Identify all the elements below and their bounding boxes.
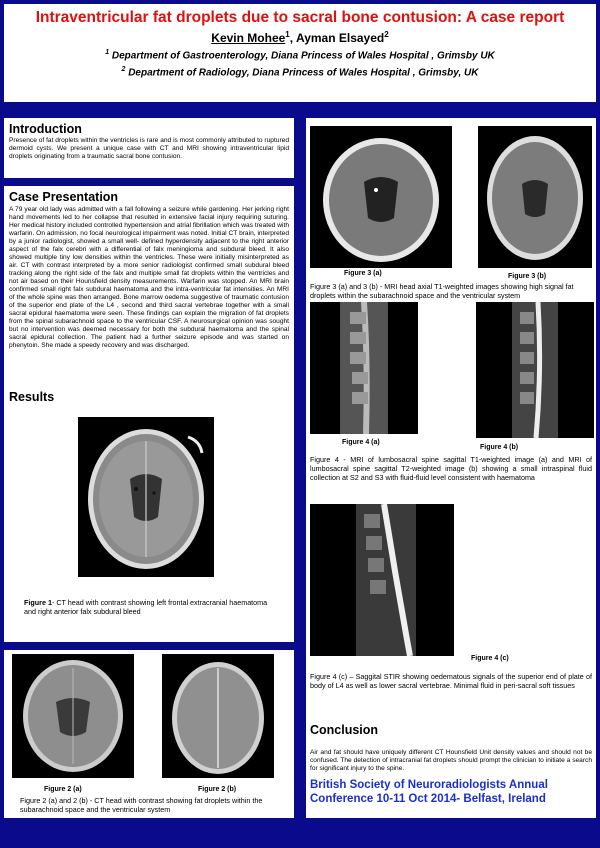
figure-3b-label: Figure 3 (b) [508, 273, 547, 280]
authors [4, 27, 596, 46]
ct-head-icon [78, 417, 214, 577]
author-sup-1: 1 [285, 30, 290, 39]
figure-4c-caption: Figure 4 (c) – Saggital STIR showing oedematous signals of the superior end of plate of body of L4 as well as lower sacral vertebrae. Minimal fluid in peri-sacral soft tissues [310, 672, 592, 690]
introduction-heading: Introduction [9, 122, 82, 136]
affiliation-1: $^1$ Department of Gastroenterology, Diana Princess of Wales Hospital , Grimsby UK [105, 49, 495, 62]
poster-header [4, 4, 596, 102]
case-results-panel [4, 186, 294, 642]
introduction-panel [4, 118, 294, 178]
spine-mri-icon [310, 302, 418, 434]
results-heading: Results [9, 390, 55, 404]
figure-1-ct-image [78, 417, 214, 577]
figure-2b-ct-image [162, 654, 274, 778]
ct-head-icon [162, 654, 274, 778]
spine-mri-icon [476, 302, 594, 438]
figure-1-caption: Figure 1- CT head with contrast showing left frontal extracranial haematoma and right anterior falx subdural bleed [24, 598, 268, 616]
conclusion-text: Air and fat should have uniquely different CT Hounsfield Unit density values and should not be confused. The detection of intracranial fat droplets should prompt the clinician to initiate a search for significant injury to the spine. [310, 749, 592, 772]
figure-2-panel [4, 650, 294, 818]
author-rest: , Ayman Elsayed [289, 31, 385, 45]
figure-3-caption: Figure 3 (a) and 3 (b) - MRI head axial T1-weighted images showing high signal fat droplets within the subarachnoid space and the ventricular system [310, 282, 574, 300]
conclusion-heading: Conclusion [310, 723, 379, 737]
figure-4c-label: Figure 4 (c) [471, 655, 509, 662]
figure-3a-label: Figure 3 (a) [344, 270, 382, 277]
case-text: A 79 year old lady was admitted with a fall following a seizure while gardening. Her jerking right hand movements led to her collapse that resulted in extensive facial injury requiring suturing. Her medical history included controlled hypertension and atrial fibrillation which was treated with warfarin. On admission, no focal neurological impairment was noted. Initial CT brain, interpreted by a junior radiologist, showed a small well- defined hyperdensity adjacent to the right anterior aspect of the falx cerebri with a differential of falx meningioma and subdural bleed. It also showed multiple tiny low densities within the ventricles. These were initially misinterpreted as air. CT with contrast interpreted by a more senior radiologist confirmed small subdural bleed tracking along the right side of the falx and multiple small fat droplets within the ventricles and not air based on their Hounsfield density measurements. Warfarin was stopped. An MRI brain confirmed small right falx subdural haematoma and the intra-ventricular fat intensities. An MRI of the whole spine was then arranged. Bone marrow oedema suggestive of traumatic contusion of the superior end plate of the L4 , second and third sacral vertebrae together with a small sacral epidural haematoma were seen. These findings can explain the migration of fat droplets from the spinal subarachnoid space to the ventricular CSF. A neurosurgical opinion was sought but no intervention was deemed necessary for both the subdural haematoma and the spinal sacral epidural collection. The patient had a further seizure episode and was started on phenytoin. She made a speedy recovery and was discharged. [9, 206, 289, 349]
right-column-panel [306, 118, 596, 818]
figure-3b-mri-image [478, 126, 592, 268]
poster-title: Intraventricular fat droplets due to sacral bone contusion: A case report [35, 9, 565, 26]
figure-1-label: Figure 1 [24, 598, 52, 607]
author-sup-2: 2 [384, 30, 389, 39]
figure-4b-label: Figure 4 (b) [480, 444, 519, 451]
author-name-1: Kevin Mohee [211, 31, 286, 45]
conference-note: British Society of Neuroradiologists Annual Conference 10-11 Oct 2014- Belfast, Ireland [310, 779, 548, 805]
figure-2-caption: Figure 2 (a) and 2 (b) - CT head with contrast showing fat droplets within the subarachnoid space and the ventricular system [20, 796, 263, 814]
figure-4b-mri-image [476, 302, 594, 438]
figure-4c-mri-image [310, 504, 454, 656]
figure-2a-label: Figure 2 (a) [44, 786, 82, 793]
introduction-text: Presence of fat droplets within the ventricles is rare and is most commonly attributed to ruptured dermoid cysts. We present a unique case with CT and MRI showing intraventricular lipid droplets originating from a traumatic sacral bone contusion. [9, 137, 289, 160]
figure-2a-ct-image [12, 654, 134, 778]
figure-4ab-caption: Figure 4 - MRI of lumbosacral spine sagittal T1-weighted image (a) and MRI of lumbosacral spine sagittal T2-weighted image (b) showing a small intraspinal fluid collection at S2 and S3 with fluid-fluid level consistent with haematoma [310, 455, 592, 482]
spine-mri-icon [310, 504, 454, 656]
affiliation-2: $^2$ Department of Radiology, Diana Princess of Wales Hospital , Grimsby, UK [121, 66, 479, 79]
ct-head-icon [12, 654, 134, 778]
figure-3a-mri-image [310, 126, 452, 268]
mri-head-icon [478, 126, 592, 268]
figure-2b-label: Figure 2 (b) [198, 786, 237, 793]
case-heading: Case Presentation [9, 190, 119, 204]
figure-4a-mri-image [310, 302, 418, 434]
mri-head-icon [310, 126, 452, 268]
figure-4a-label: Figure 4 (a) [342, 439, 380, 446]
